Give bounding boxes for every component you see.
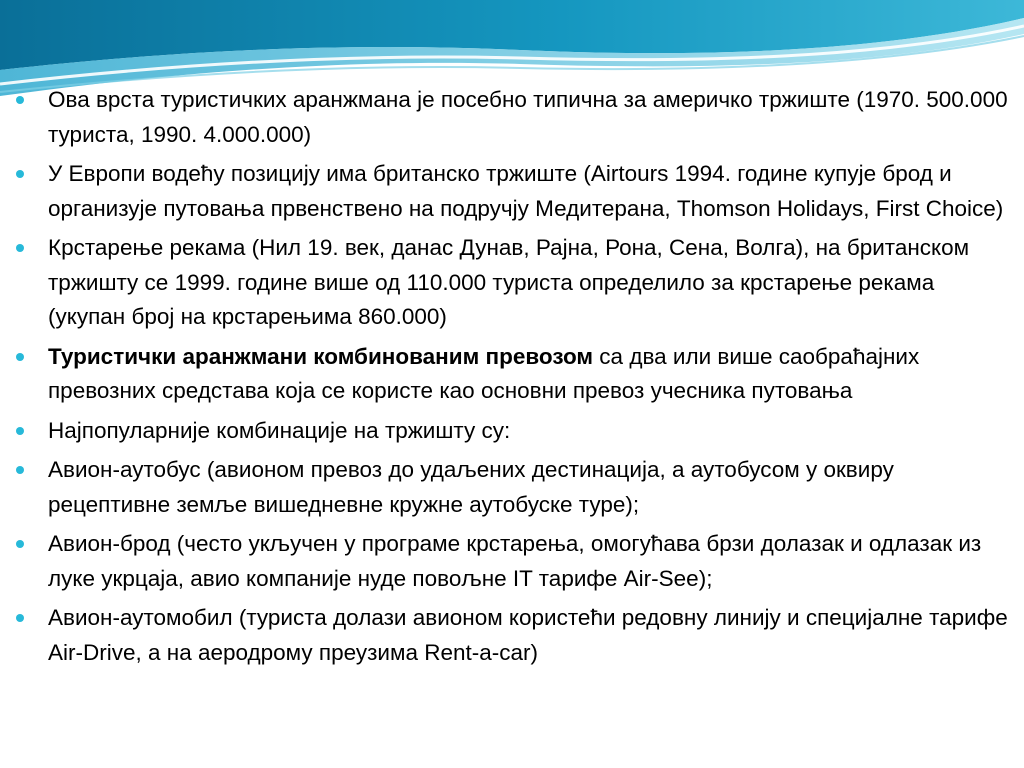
bullet-text: Туристички аранжмани комбинованим превозом са два или више саобраћајних превозних средстава која се користе као основни превоз учесника путовања	[48, 343, 920, 403]
bullet-bold-text: Туристички аранжмани комбинованим превозом	[48, 343, 594, 369]
bullet-text: Авион-брод (често укључен у програме крстарења, омогућава брзи долазак и одлазак из луке укрцаја, авио компаније нуде повољне IT тарифе Air-See);	[48, 531, 982, 591]
bullet-icon	[16, 353, 24, 361]
bullet-list	[14, 83, 1014, 675]
list-item	[14, 601, 1014, 670]
list-item	[14, 231, 1014, 335]
bullet-icon	[16, 170, 24, 178]
bullet-icon	[16, 96, 24, 104]
bullet-icon	[16, 427, 24, 435]
bullet-icon	[16, 244, 24, 252]
list-item	[14, 414, 1014, 449]
bullet-icon	[16, 540, 24, 548]
list-item	[14, 340, 1014, 409]
bullet-icon	[16, 466, 24, 474]
list-item	[14, 157, 1014, 226]
list-item	[14, 527, 1014, 596]
bullet-icon	[16, 614, 24, 622]
bullet-text: Ова врста туристичких аранжмана је посебно типична за америчко тржиште (1970. 500.000 туриста, 1990. 4.000.000)	[48, 87, 1008, 147]
bullet-text: Авион-аутомобил (туриста долази авионом користећи редовну линију и специјалне тарифе Air-Drive, а на аеродрому преузима Rent-a-car)	[48, 605, 1008, 665]
bullet-text: Авион-аутобус (авионом превоз до удаљених дестинација, а аутобусом у оквиру рецептивне земље вишедневне кружне аутобуске туре);	[48, 457, 894, 517]
list-item	[14, 83, 1014, 152]
list-item	[14, 453, 1014, 522]
bullet-text: Крстарење рекама (Нил 19. век, данас Дунав, Рајна, Рона, Сена, Волга), на британском тржишту се 1999. године више од 110.000 туриста определило за крстарење рекама (укупан број на крстарењима 860.000)	[48, 235, 970, 329]
bullet-text: У Европи водећу позицију има британско тржиште (Airtours 1994. године купује брод и организује путовања првенствено на подручју Медитерана, Thomson Holidays, First Choice)	[48, 161, 1004, 221]
bullet-text: Најпопуларније комбинације на тржишту су:	[48, 417, 511, 443]
